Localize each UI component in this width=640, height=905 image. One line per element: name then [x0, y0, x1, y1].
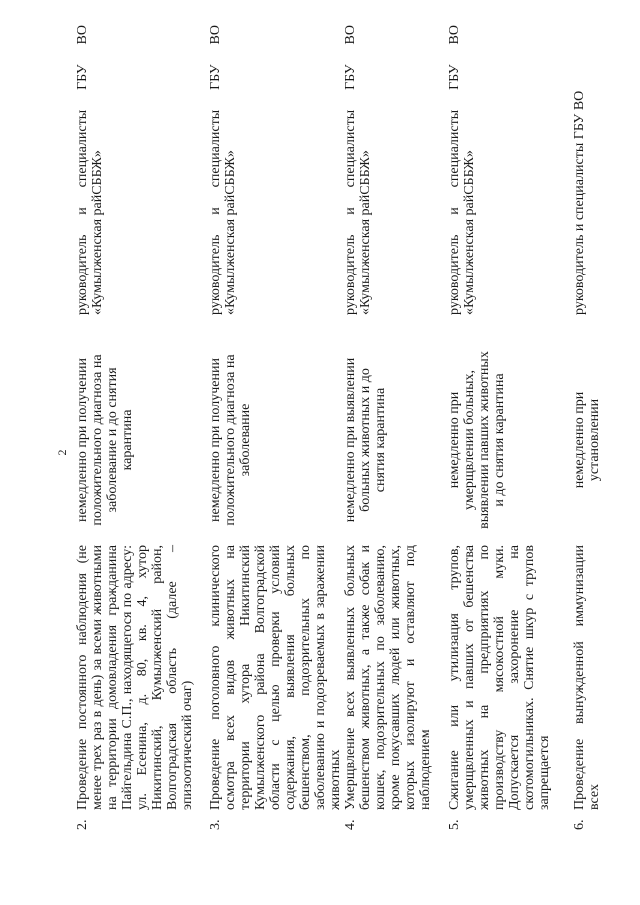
row-term: немедленно при получении положительного диагноза на заболевание [208, 354, 253, 526]
row-description: Проведение поголовного клинического осмотра всех видов животных на территории хутора Никитинский Кумылженского района Волгоградской области с целью проверки условий содержания, выявления больных бешенством, подозрительных по заболеванию и подозреваемых в заражении животных [208, 545, 343, 810]
row-number: 2. [75, 819, 90, 830]
row-responsible: руководитель и специалисты ГБУ ВО «Кумылженская райСББЖ» [447, 25, 477, 315]
row-term: немедленно при получении положительного диагноза на заболевание и до снятия карантина [75, 354, 135, 526]
row-term: немедленно при установлении [572, 391, 602, 489]
row-responsible: руководитель и специалисты ГБУ ВО «Кумылженская райСББЖ» [343, 25, 373, 315]
row-responsible: руководитель и специалисты ГБУ ВО [572, 90, 587, 315]
row-responsible: руководитель и специалисты ГБУ ВО «Кумылженская райСББЖ» [75, 25, 105, 315]
row-responsible: руководитель и специалисты ГБУ ВО «Кумылженская райСББЖ» [208, 25, 238, 315]
row-term: немедленно при выявлении больных животных и до снятия карантина [343, 357, 388, 523]
row-number: 6. [572, 819, 587, 830]
row-term: немедленно при умерщвлении больных, выявлении павших животных и до снятия карантина [447, 351, 507, 529]
page-number: 2 [55, 449, 69, 456]
row-number: 5. [447, 819, 462, 830]
row-description: Умерщвление всех выявленных больных бешенством животных, а также собак и кошек, подозрительных по заболеванию, кроме покусавших людей или животных, которых изолируют и оставляют под наблюдением [343, 545, 433, 810]
row-description: Проведение вынужденной иммунизации всех [572, 545, 602, 810]
row-description: Проведение постоянного наблюдения (не менее трех раз в день) за всеми животными на территории домовладения гражданина Пайгельдина С.П., находящегося по адресу: ул. Есенина, д. 80, кв. 4, хутор Никитинский, Кумылженский район, Волгоградская область (далее – эпизоотический очаг) [75, 545, 195, 810]
row-number: 4. [343, 819, 358, 830]
row-number: 3. [208, 819, 223, 830]
row-description: Сжигание или утилизация трупов, умерщвленных и павших от бешенства животных на предприятиях по производству мясокостной муки. Допускается захоронение на скотомогильниках. Снятие шкур с трупов запрещается [447, 545, 552, 810]
